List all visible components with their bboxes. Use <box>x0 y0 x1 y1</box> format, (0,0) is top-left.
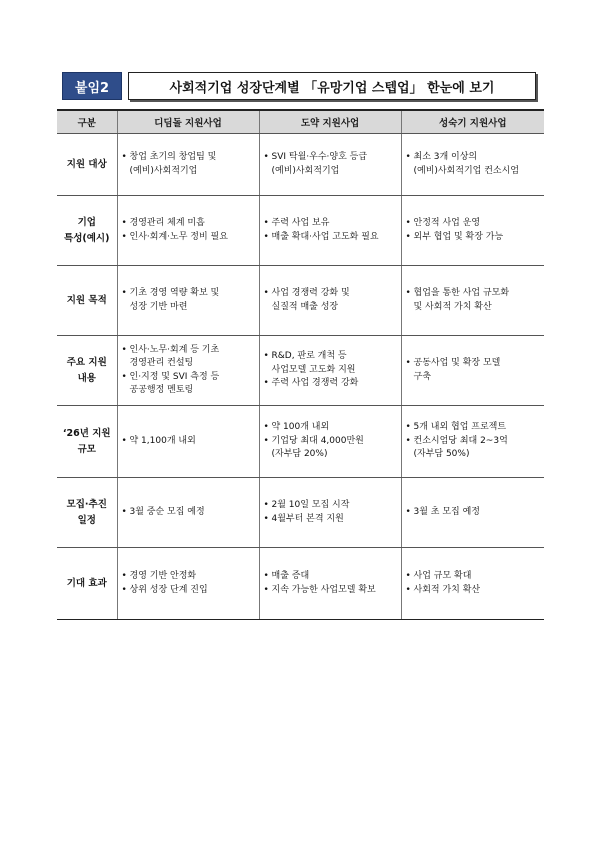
table-row <box>57 478 544 548</box>
bullet-continuation: 및 사회적 가치 확산 <box>413 301 492 312</box>
bullet-item: • 기업당 최대 4,000만원 <box>264 435 398 449</box>
bullet-item: • 창업 초기의 창업팀 및 <box>122 151 256 165</box>
bullet-item: • 매출 증대 <box>264 570 398 584</box>
bullet-item: • 기초 경영 역량 확보 및 <box>122 287 256 301</box>
table-cell <box>259 336 401 406</box>
table-row <box>57 266 544 336</box>
bullet-list <box>122 506 256 520</box>
bullet-list <box>264 499 398 526</box>
bullet-item: • 인사·노무·회계 등 기초 <box>122 344 256 358</box>
bullet-continuation: 경영관리 컨설팅 <box>129 358 194 368</box>
bullet-item: • 인사·회계·노무 정비 필요 <box>122 231 256 245</box>
bullet-continuation: (자부담 20%) <box>271 449 328 460</box>
row-label <box>57 134 117 196</box>
bullet-item: • 상위 성장 단계 진입 <box>122 584 256 598</box>
row-label <box>57 336 117 406</box>
table-cell <box>401 406 544 478</box>
bullet-continuation: 구축 <box>413 371 431 382</box>
table-cell <box>401 336 544 406</box>
bullet-continuation: 사업모델 고도화 지원 <box>271 364 356 375</box>
row-label-line: 모집·추진 <box>66 499 107 511</box>
bullet-item: • 3월 초 모집 예정 <box>406 506 542 520</box>
bullet-list <box>122 217 256 244</box>
bullet-item: • 2월 10일 모집 시작 <box>264 499 398 513</box>
column-header-maturity: 성숙기 지원사업 <box>401 110 544 134</box>
page-title: 사회적기업 성장단계별 「유망기업 스텝업」 한눈에 보기 <box>128 72 536 100</box>
title-bar <box>62 72 536 100</box>
bullet-continuation: 공공행정 멘토링 <box>129 385 194 395</box>
bullet-continuation: (예비)사회적기업 <box>129 165 198 176</box>
row-label-line: 기업 <box>77 217 96 229</box>
bullet-list <box>264 217 398 244</box>
bullet-item: • 매출 확대·사업 고도화 필요 <box>264 231 398 245</box>
bullet-continuation: 실질적 매출 성장 <box>271 301 339 312</box>
bullet-list <box>122 570 256 597</box>
row-label-line: 일정 <box>77 514 96 526</box>
table-cell <box>259 406 401 478</box>
bullet-item: • 사업 규모 확대 <box>406 570 542 584</box>
table-cell <box>117 134 259 196</box>
row-label-line: 기대 효과 <box>66 577 107 589</box>
bullet-item: • 공동사업 및 확장 모델 <box>406 357 542 371</box>
bullet-list <box>406 421 542 462</box>
bullet-list <box>122 287 256 314</box>
table-cell <box>117 266 259 336</box>
row-label-line: 규모 <box>77 443 96 455</box>
table-cell <box>117 406 259 478</box>
column-header-category: 구분 <box>57 110 117 134</box>
table-cell <box>259 134 401 196</box>
row-label-line: 특성(예시) <box>64 232 110 244</box>
bullet-continuation: (자부담 50%) <box>413 449 470 460</box>
bullet-list <box>406 287 542 314</box>
row-label <box>57 548 117 620</box>
bullet-list <box>406 151 542 178</box>
row-label-line: 지원 대상 <box>66 158 107 170</box>
column-header-leap: 도약 지원사업 <box>259 110 401 134</box>
bullet-list <box>406 506 542 520</box>
bullet-list <box>264 287 398 314</box>
bullet-item: • 4월부터 본격 지원 <box>264 513 398 527</box>
bullet-item: • 약 1,100개 내외 <box>122 435 256 449</box>
row-label <box>57 406 117 478</box>
bullet-item: • 약 100개 내외 <box>264 421 398 435</box>
table-cell <box>401 478 544 548</box>
table-cell <box>259 548 401 620</box>
bullet-list <box>122 344 256 398</box>
bullet-item: • 주력 사업 보유 <box>264 217 398 231</box>
bullet-item: • 주력 사업 경쟁력 강화 <box>264 377 398 391</box>
table-cell <box>259 266 401 336</box>
row-label <box>57 478 117 548</box>
row-label-line: 내용 <box>77 372 96 384</box>
table-row <box>57 134 544 196</box>
bullet-list <box>406 357 542 384</box>
bullet-list <box>264 350 398 391</box>
bullet-list <box>264 570 398 597</box>
bullet-item: • 경영 기반 안정화 <box>122 570 256 584</box>
row-label <box>57 266 117 336</box>
bullet-item: • 5개 내외 협업 프로젝트 <box>406 421 542 435</box>
bullet-item: • 외부 협업 및 확장 가능 <box>406 231 542 245</box>
table-header-row <box>57 110 544 134</box>
table-cell <box>117 196 259 266</box>
bullet-list <box>406 217 542 244</box>
bullet-list <box>406 570 542 597</box>
bullet-item: • 경영관리 체계 미흡 <box>122 217 256 231</box>
table-cell <box>117 548 259 620</box>
appendix-badge: 붙임2 <box>62 72 122 100</box>
bullet-list <box>264 151 398 178</box>
bullet-item: • 협업을 통한 사업 규모화 <box>406 287 542 301</box>
table-cell <box>117 478 259 548</box>
bullet-item: • 지속 가능한 사업모델 확보 <box>264 584 398 598</box>
table-cell <box>401 134 544 196</box>
table-row <box>57 336 544 406</box>
table-row <box>57 406 544 478</box>
table-cell <box>259 478 401 548</box>
bullet-continuation: (예비)사회적기업 컨소시엄 <box>413 165 520 176</box>
table-cell <box>117 336 259 406</box>
bullet-item: • 3월 중순 모집 예정 <box>122 506 256 520</box>
bullet-item: • SVI 탁월·우수·양호 등급 <box>264 151 398 165</box>
bullet-continuation: (예비)사회적기업 <box>271 165 340 176</box>
table-row <box>57 548 544 620</box>
bullet-item: • 인·지정 및 SVI 측정 등 <box>122 371 256 385</box>
row-label-line: 지원 목적 <box>66 294 107 306</box>
bullet-continuation: 성장 기반 마련 <box>129 301 188 312</box>
row-label <box>57 196 117 266</box>
bullet-list <box>264 421 398 462</box>
bullet-item: • 컨소시엄당 최대 2~3억 <box>406 435 542 449</box>
row-label-line: ‘26년 지원 <box>62 428 111 440</box>
table-cell <box>401 266 544 336</box>
bullet-item: • 사업 경쟁력 강화 및 <box>264 287 398 301</box>
support-program-table <box>57 109 544 620</box>
bullet-list <box>122 151 256 178</box>
table-cell <box>401 548 544 620</box>
table-cell <box>401 196 544 266</box>
row-label-line: 주요 지원 <box>66 357 107 369</box>
bullet-item: • 최소 3개 이상의 <box>406 151 542 165</box>
bullet-item: • R&D, 판로 개척 등 <box>264 350 398 364</box>
column-header-stepping-stone: 디딤돌 지원사업 <box>117 110 259 134</box>
table-row <box>57 196 544 266</box>
bullet-item: • 안정적 사업 운영 <box>406 217 542 231</box>
bullet-item: • 사회적 가치 확산 <box>406 584 542 598</box>
bullet-list <box>122 435 256 449</box>
table-cell <box>259 196 401 266</box>
